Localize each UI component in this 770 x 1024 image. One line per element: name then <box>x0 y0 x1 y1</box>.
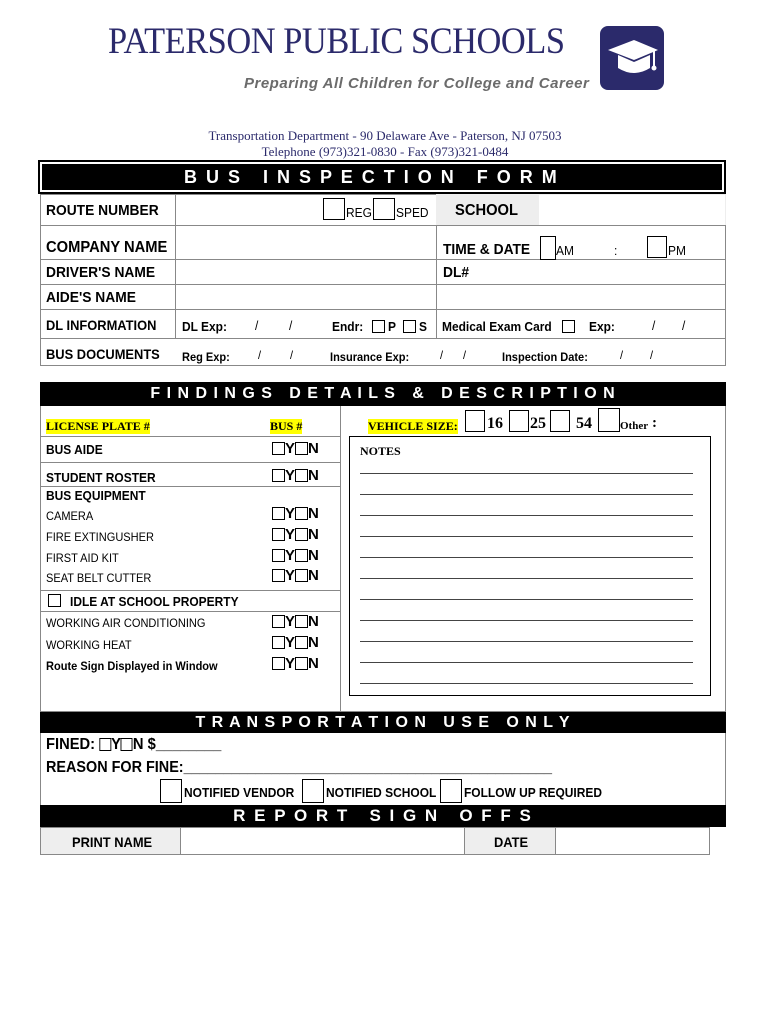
camera-no-checkbox[interactable] <box>295 507 308 520</box>
company-name-field[interactable] <box>176 226 435 259</box>
yes-label: Y <box>285 613 296 630</box>
notes-line-7[interactable] <box>360 599 693 600</box>
medical-exp-slash-1: / <box>652 318 656 333</box>
endr-s-checkbox[interactable] <box>403 320 416 333</box>
org-name: PATERSON PUBLIC SCHOOLS <box>108 21 565 62</box>
yes-label: Y <box>285 440 296 457</box>
phone-line: Telephone (973)321-0830 - Fax (973)321-0484 <box>261 144 509 159</box>
notified-school-label: NOTIFIED SCHOOL <box>326 785 437 800</box>
tagline: Preparing All Children for College and Career <box>244 75 590 92</box>
size-25-checkbox[interactable] <box>509 410 529 432</box>
notes-line-2[interactable] <box>360 494 693 495</box>
idle-at-school-label: IDLE AT SCHOOL PROPERTY <box>70 594 239 609</box>
no-label: N <box>132 736 144 753</box>
no-label: N <box>308 440 319 457</box>
reg-exp-label: Reg Exp: <box>182 350 230 364</box>
medical-exam-card-label: Medical Exam Card <box>442 319 552 334</box>
fined-label: FINED: <box>46 736 96 753</box>
aides-name-field[interactable] <box>176 285 435 309</box>
working-heat-label: WORKING HEAT <box>46 638 132 652</box>
school-label: SCHOOL <box>455 202 518 219</box>
school-field[interactable] <box>539 195 725 225</box>
dl-exp-label: DL Exp: <box>182 319 227 334</box>
size-25-label: 25 <box>530 415 546 432</box>
yes-label: Y <box>285 567 296 584</box>
time-date-label: TIME & DATE <box>443 241 531 258</box>
graduation-cap-icon <box>600 26 664 90</box>
notes-line-1[interactable] <box>360 473 693 474</box>
form-title: B U S I N S P E C T I O N F O R M <box>42 164 722 190</box>
notes-box[interactable] <box>349 436 711 696</box>
notes-line-8[interactable] <box>360 620 693 621</box>
idle-at-school-checkbox[interactable] <box>48 594 61 607</box>
student-roster-yes-checkbox[interactable] <box>272 469 285 482</box>
size-16-checkbox[interactable] <box>465 410 485 432</box>
no-label: N <box>308 547 319 564</box>
fined-yes-checkbox[interactable] <box>99 738 111 751</box>
size-other-checkbox[interactable] <box>598 408 620 432</box>
time-colon: : <box>614 243 618 258</box>
dl-information-label: DL INFORMATION <box>46 317 157 333</box>
yes-label: Y <box>285 655 296 672</box>
yes-label: Y <box>111 736 121 753</box>
seat-belt-cutter-label: SEAT BELT CUTTER <box>46 571 152 585</box>
fined-row <box>46 736 221 754</box>
pm-label: PM <box>668 243 686 258</box>
working-heat-no-checkbox[interactable] <box>295 636 308 649</box>
working-heat-yes-checkbox[interactable] <box>272 636 285 649</box>
route-sign-no-checkbox[interactable] <box>295 657 308 670</box>
endr-p-checkbox[interactable] <box>372 320 385 333</box>
student-roster-label: STUDENT ROSTER <box>46 470 156 485</box>
am-checkbox[interactable] <box>540 236 556 260</box>
student-roster-yn <box>272 467 319 484</box>
fire-extinguisher-label: FIRE EXTINGUSHER <box>46 530 154 544</box>
insurance-exp-slash-2: / <box>463 348 467 362</box>
notified-vendor-label: NOTIFIED VENDOR <box>184 785 295 800</box>
yes-label: Y <box>285 634 296 651</box>
fire-extinguisher-no-checkbox[interactable] <box>295 528 308 541</box>
am-label: AM <box>556 243 574 258</box>
sped-checkbox[interactable] <box>373 198 395 220</box>
route-sign-label: Route Sign Displayed in Window <box>46 659 218 673</box>
notes-line-5[interactable] <box>360 557 693 558</box>
bus-aide-label: BUS AIDE <box>46 442 103 457</box>
reg-exp-slash-1: / <box>258 348 262 362</box>
inspection-date-slash-1: / <box>620 348 624 362</box>
no-label: N <box>308 526 319 543</box>
notes-line-9[interactable] <box>360 641 693 642</box>
route-number-label: ROUTE NUMBER <box>46 202 159 219</box>
bus-documents-label: BUS DOCUMENTS <box>46 346 160 362</box>
first-aid-kit-no-checkbox[interactable] <box>295 549 308 562</box>
bus-number-label: BUS # <box>270 419 303 433</box>
working-heat-yn <box>272 634 319 651</box>
fined-amount[interactable]: $________ <box>147 736 222 753</box>
company-name-label: COMPANY NAME <box>46 239 168 256</box>
size-other-label: Other <box>620 420 649 432</box>
bus-equipment-label: BUS EQUIPMENT <box>46 488 146 503</box>
aides-name-label: AIDE'S NAME <box>46 289 136 306</box>
no-label: N <box>308 467 319 484</box>
inspection-date-label: Inspection Date: <box>502 350 588 364</box>
first-aid-kit-yes-checkbox[interactable] <box>272 549 285 562</box>
size-54-checkbox[interactable] <box>550 410 570 432</box>
fire-extinguisher-yes-checkbox[interactable] <box>272 528 285 541</box>
drivers-name-field[interactable] <box>176 260 435 284</box>
fined-no-checkbox[interactable] <box>121 738 133 751</box>
sign-offs-title: R E P O R T S I G N O F F S <box>40 805 726 827</box>
endr-label: Endr: <box>332 319 364 334</box>
print-name-field[interactable] <box>181 828 464 854</box>
transport-title: T R A N S P O R T A T I O N U S E O N L Y <box>40 712 726 733</box>
notes-line-3[interactable] <box>360 515 693 516</box>
insurance-exp-slash-1: / <box>440 348 444 362</box>
vehicle-size-label: VEHICLE SIZE: <box>368 419 458 433</box>
notes-line-10[interactable] <box>360 662 693 663</box>
no-label: N <box>308 567 319 584</box>
drivers-name-label: DRIVER'S NAME <box>46 264 156 281</box>
route-sign-yn <box>272 655 319 672</box>
inspection-date-slash-2: / <box>650 348 654 362</box>
bus-aide-no-checkbox[interactable] <box>295 442 308 455</box>
camera-yes-checkbox[interactable] <box>272 507 285 520</box>
fire-extinguisher-yn <box>272 526 319 543</box>
no-label: N <box>308 505 319 522</box>
medical-exam-card-checkbox[interactable] <box>562 320 575 333</box>
endr-s-label: S <box>419 319 427 334</box>
no-label: N <box>308 634 319 651</box>
size-other-colon: : <box>652 415 657 431</box>
sped-label: SPED <box>396 205 429 220</box>
no-label: N <box>308 613 319 630</box>
date-label: DATE <box>494 834 529 850</box>
notified-vendor-checkbox[interactable] <box>160 779 182 803</box>
pm-checkbox[interactable] <box>647 236 667 258</box>
yes-label: Y <box>285 547 296 564</box>
address-line: Transportation Department - 90 Delaware Ave - Paterson, NJ 07503 <box>208 128 562 143</box>
medical-exp-label: Exp: <box>589 319 615 334</box>
dl-number-field[interactable] <box>470 260 725 284</box>
bus-aide-yes-checkbox[interactable] <box>272 442 285 455</box>
first-aid-kit-yn <box>272 547 319 564</box>
yes-label: Y <box>285 526 296 543</box>
dl-number-label: DL# <box>443 264 470 281</box>
dl-exp-slash-1: / <box>255 318 259 333</box>
findings-title: F I N D I N G S D E T A I L S & D E S C R I P T I O N <box>40 382 726 406</box>
notes-line-11[interactable] <box>360 683 693 684</box>
yes-label: Y <box>285 505 296 522</box>
license-plate-label: LICENSE PLATE # <box>46 419 150 433</box>
first-aid-kit-label: FIRST AID KIT <box>46 551 119 565</box>
bus-aide-yn <box>272 440 319 457</box>
notes-label: NOTES <box>360 444 401 458</box>
camera-yn <box>272 505 319 522</box>
size-16-label: 16 <box>487 415 503 432</box>
reason-for-fine[interactable]: REASON FOR FINE:______________________________________________ <box>46 759 552 776</box>
no-label: N <box>308 655 319 672</box>
notes-line-4[interactable] <box>360 536 693 537</box>
seat-belt-cutter-yes-checkbox[interactable] <box>272 569 285 582</box>
working-ac-no-checkbox[interactable] <box>295 615 308 628</box>
notified-school-checkbox[interactable] <box>302 779 324 803</box>
print-name-label: PRINT NAME <box>72 834 153 850</box>
endr-p-label: P <box>388 319 396 334</box>
working-ac-yn <box>272 613 319 630</box>
seat-belt-cutter-no-checkbox[interactable] <box>295 569 308 582</box>
reg-checkbox[interactable] <box>323 198 345 220</box>
dl-exp-slash-2: / <box>289 318 293 333</box>
reg-exp-slash-2: / <box>290 348 294 362</box>
medical-exp-slash-2: / <box>682 318 686 333</box>
insurance-exp-label: Insurance Exp: <box>330 350 410 364</box>
route-sign-yes-checkbox[interactable] <box>272 657 285 670</box>
seat-belt-cutter-yn <box>272 567 319 584</box>
notes-line-6[interactable] <box>360 578 693 579</box>
size-54-label: 54 <box>576 415 592 432</box>
reg-label: REG <box>346 205 372 220</box>
camera-label: CAMERA <box>46 509 94 523</box>
follow-up-label: FOLLOW UP REQUIRED <box>464 785 602 800</box>
date-field[interactable] <box>556 828 709 854</box>
yes-label: Y <box>285 467 296 484</box>
student-roster-no-checkbox[interactable] <box>295 469 308 482</box>
working-ac-label: WORKING AIR CONDITIONING <box>46 616 206 630</box>
working-ac-yes-checkbox[interactable] <box>272 615 285 628</box>
follow-up-checkbox[interactable] <box>440 779 462 803</box>
